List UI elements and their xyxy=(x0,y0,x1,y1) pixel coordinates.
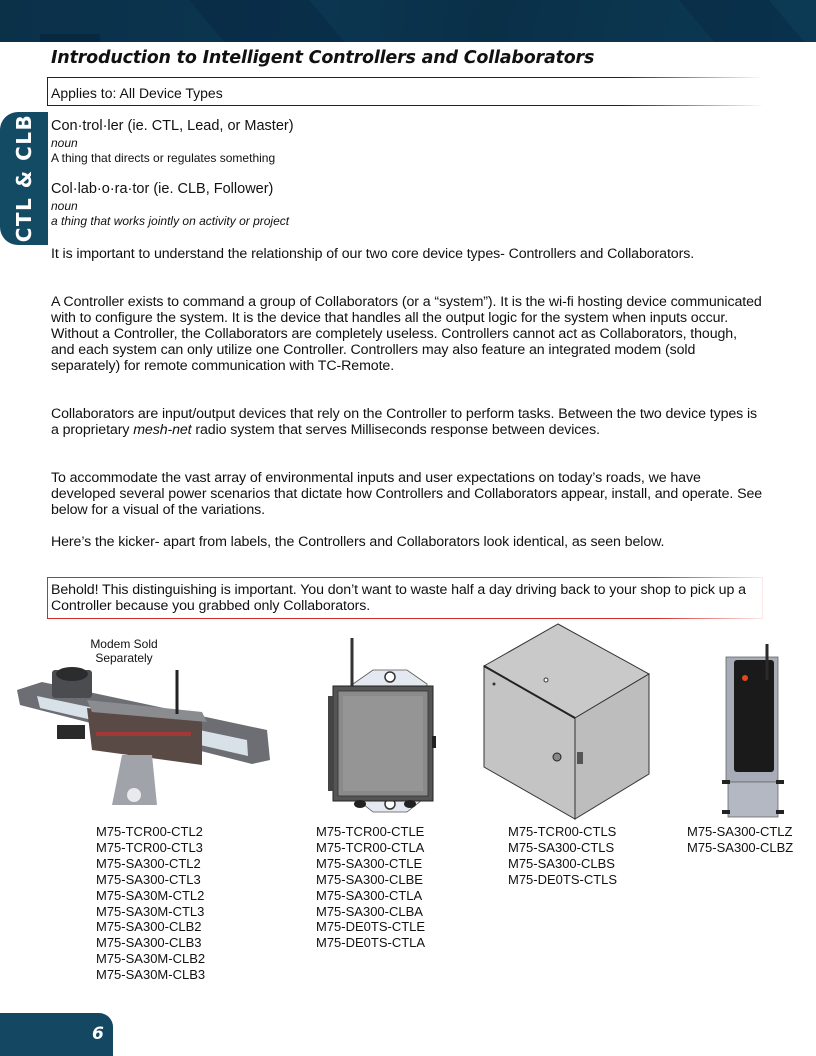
paragraph-power-scenarios: To accommodate the vast array of environmental inputs and user expectations on today’s roads, we have developed several power scenarios that dictate how Controllers and Collaborators appear, install, and operate. See below for a visual of the variations. xyxy=(51,470,763,518)
paragraph-intro: It is important to understand the relationship of our two core device types- Controllers and Collaborators. xyxy=(51,246,695,262)
part-number: M75-TCR00-CTLE xyxy=(316,824,425,839)
part-number: M75-SA300-CLBZ xyxy=(687,839,794,855)
part-number: M75-SA300-CLB2 xyxy=(96,919,202,935)
definition-pos-collaborator: noun xyxy=(51,199,78,213)
part-number: M75-DE0TS-CTLS xyxy=(508,871,618,887)
part-number: M75-SA30M-CLB2 xyxy=(96,951,206,967)
section-side-tab-label: CTL & CLB xyxy=(12,113,36,243)
part-number: M75-TCR00-CTL3 xyxy=(96,839,203,855)
part-list-cabinet xyxy=(508,824,617,888)
pole-mount-device-image xyxy=(720,642,790,820)
applies-to-text: Applies to: All Device Types xyxy=(51,85,223,101)
page-number: 6 xyxy=(92,1024,104,1044)
solar-panel-device-image xyxy=(12,660,277,820)
part-number: M75-SA300-CTLZ xyxy=(687,824,793,839)
part-number: M75-DE0TS-CTLA xyxy=(316,935,426,951)
part-number: M75-SA30M-CTL3 xyxy=(96,903,205,919)
part-number: M75-SA300-CLBE xyxy=(316,871,423,887)
page-title: Introduction to Intelligent Controllers and Collaborators xyxy=(51,48,595,68)
definition-term-collaborator: Col·lab·o·ra·tor (ie. CLB, Follower) xyxy=(51,181,274,197)
part-number: M75-SA300-CTLA xyxy=(316,887,423,903)
header-band xyxy=(0,0,816,42)
part-number: M75-SA300-CTL3 xyxy=(96,871,201,887)
part-number: M75-SA300-CLBA xyxy=(316,903,423,919)
part-number: M75-SA300-CLBS xyxy=(508,855,615,871)
paragraph-collaborator-text-2: radio system that serves Milliseconds response between devices. xyxy=(191,422,600,438)
cabinet-device-image xyxy=(482,622,650,820)
part-number: M75-SA300-CTLS xyxy=(508,839,615,855)
part-number: M75-DE0TS-CTLE xyxy=(316,919,426,935)
definition-text-collaborator: a thing that works jointly on activity or project xyxy=(51,214,290,228)
part-list-enclosure xyxy=(316,824,425,951)
warning-text: Behold! This distinguishing is important. You don’t want to waste half a day driving back to your shop to pick up a Controller because you grabbed only Collaborators. xyxy=(51,582,746,614)
part-number: M75-SA300-CLB3 xyxy=(96,935,202,951)
part-list-solar xyxy=(96,824,205,983)
enclosure-device-image xyxy=(325,636,445,816)
definition-term-controller: Con·trol·ler (ie. CTL, Lead, or Master) xyxy=(51,118,294,134)
definition-pos-controller: noun xyxy=(51,136,78,150)
part-number: M75-TCR00-CTL2 xyxy=(96,824,203,839)
modem-sold-separately-caption: Modem Sold Separately xyxy=(90,637,158,665)
part-number: M75-TCR00-CTLA xyxy=(316,839,425,855)
mesh-net-term: mesh-net xyxy=(133,422,192,438)
paragraph-collaborator-text-1: Collaborators are input/output devices that rely on the Controller to perform tasks. Between the two device types is a proprietary xyxy=(51,406,758,438)
definition-text-controller: A thing that directs or regulates something xyxy=(51,151,276,165)
paragraph-collaborator xyxy=(51,406,763,438)
part-number: M75-SA30M-CTL2 xyxy=(96,887,205,903)
paragraph-kicker: Here’s the kicker- apart from labels, the Controllers and Collaborators look identical, as seen below. xyxy=(51,534,665,550)
part-number: M75-TCR00-CTLS xyxy=(508,824,617,839)
part-number: M75-SA300-CTL2 xyxy=(96,855,201,871)
paragraph-controller: A Controller exists to command a group of Collaborators (or a “system”). It is the wi-fi hosting device communicated with to configure the system. It is the device that handles all the output logic for the system when inputs occur. Without a Controller, the Collaborators are completely useless. Controllers cannot act as Collaborators, though, and each system can only utilize one Controller. Controllers may also feature an integrated modem (sold separately) for remote communication with TC-Remote. xyxy=(51,294,762,374)
part-number: M75-SA300-CTLE xyxy=(316,855,423,871)
part-number: M75-SA30M-CLB3 xyxy=(96,967,206,983)
part-list-pole-mount xyxy=(687,824,793,856)
